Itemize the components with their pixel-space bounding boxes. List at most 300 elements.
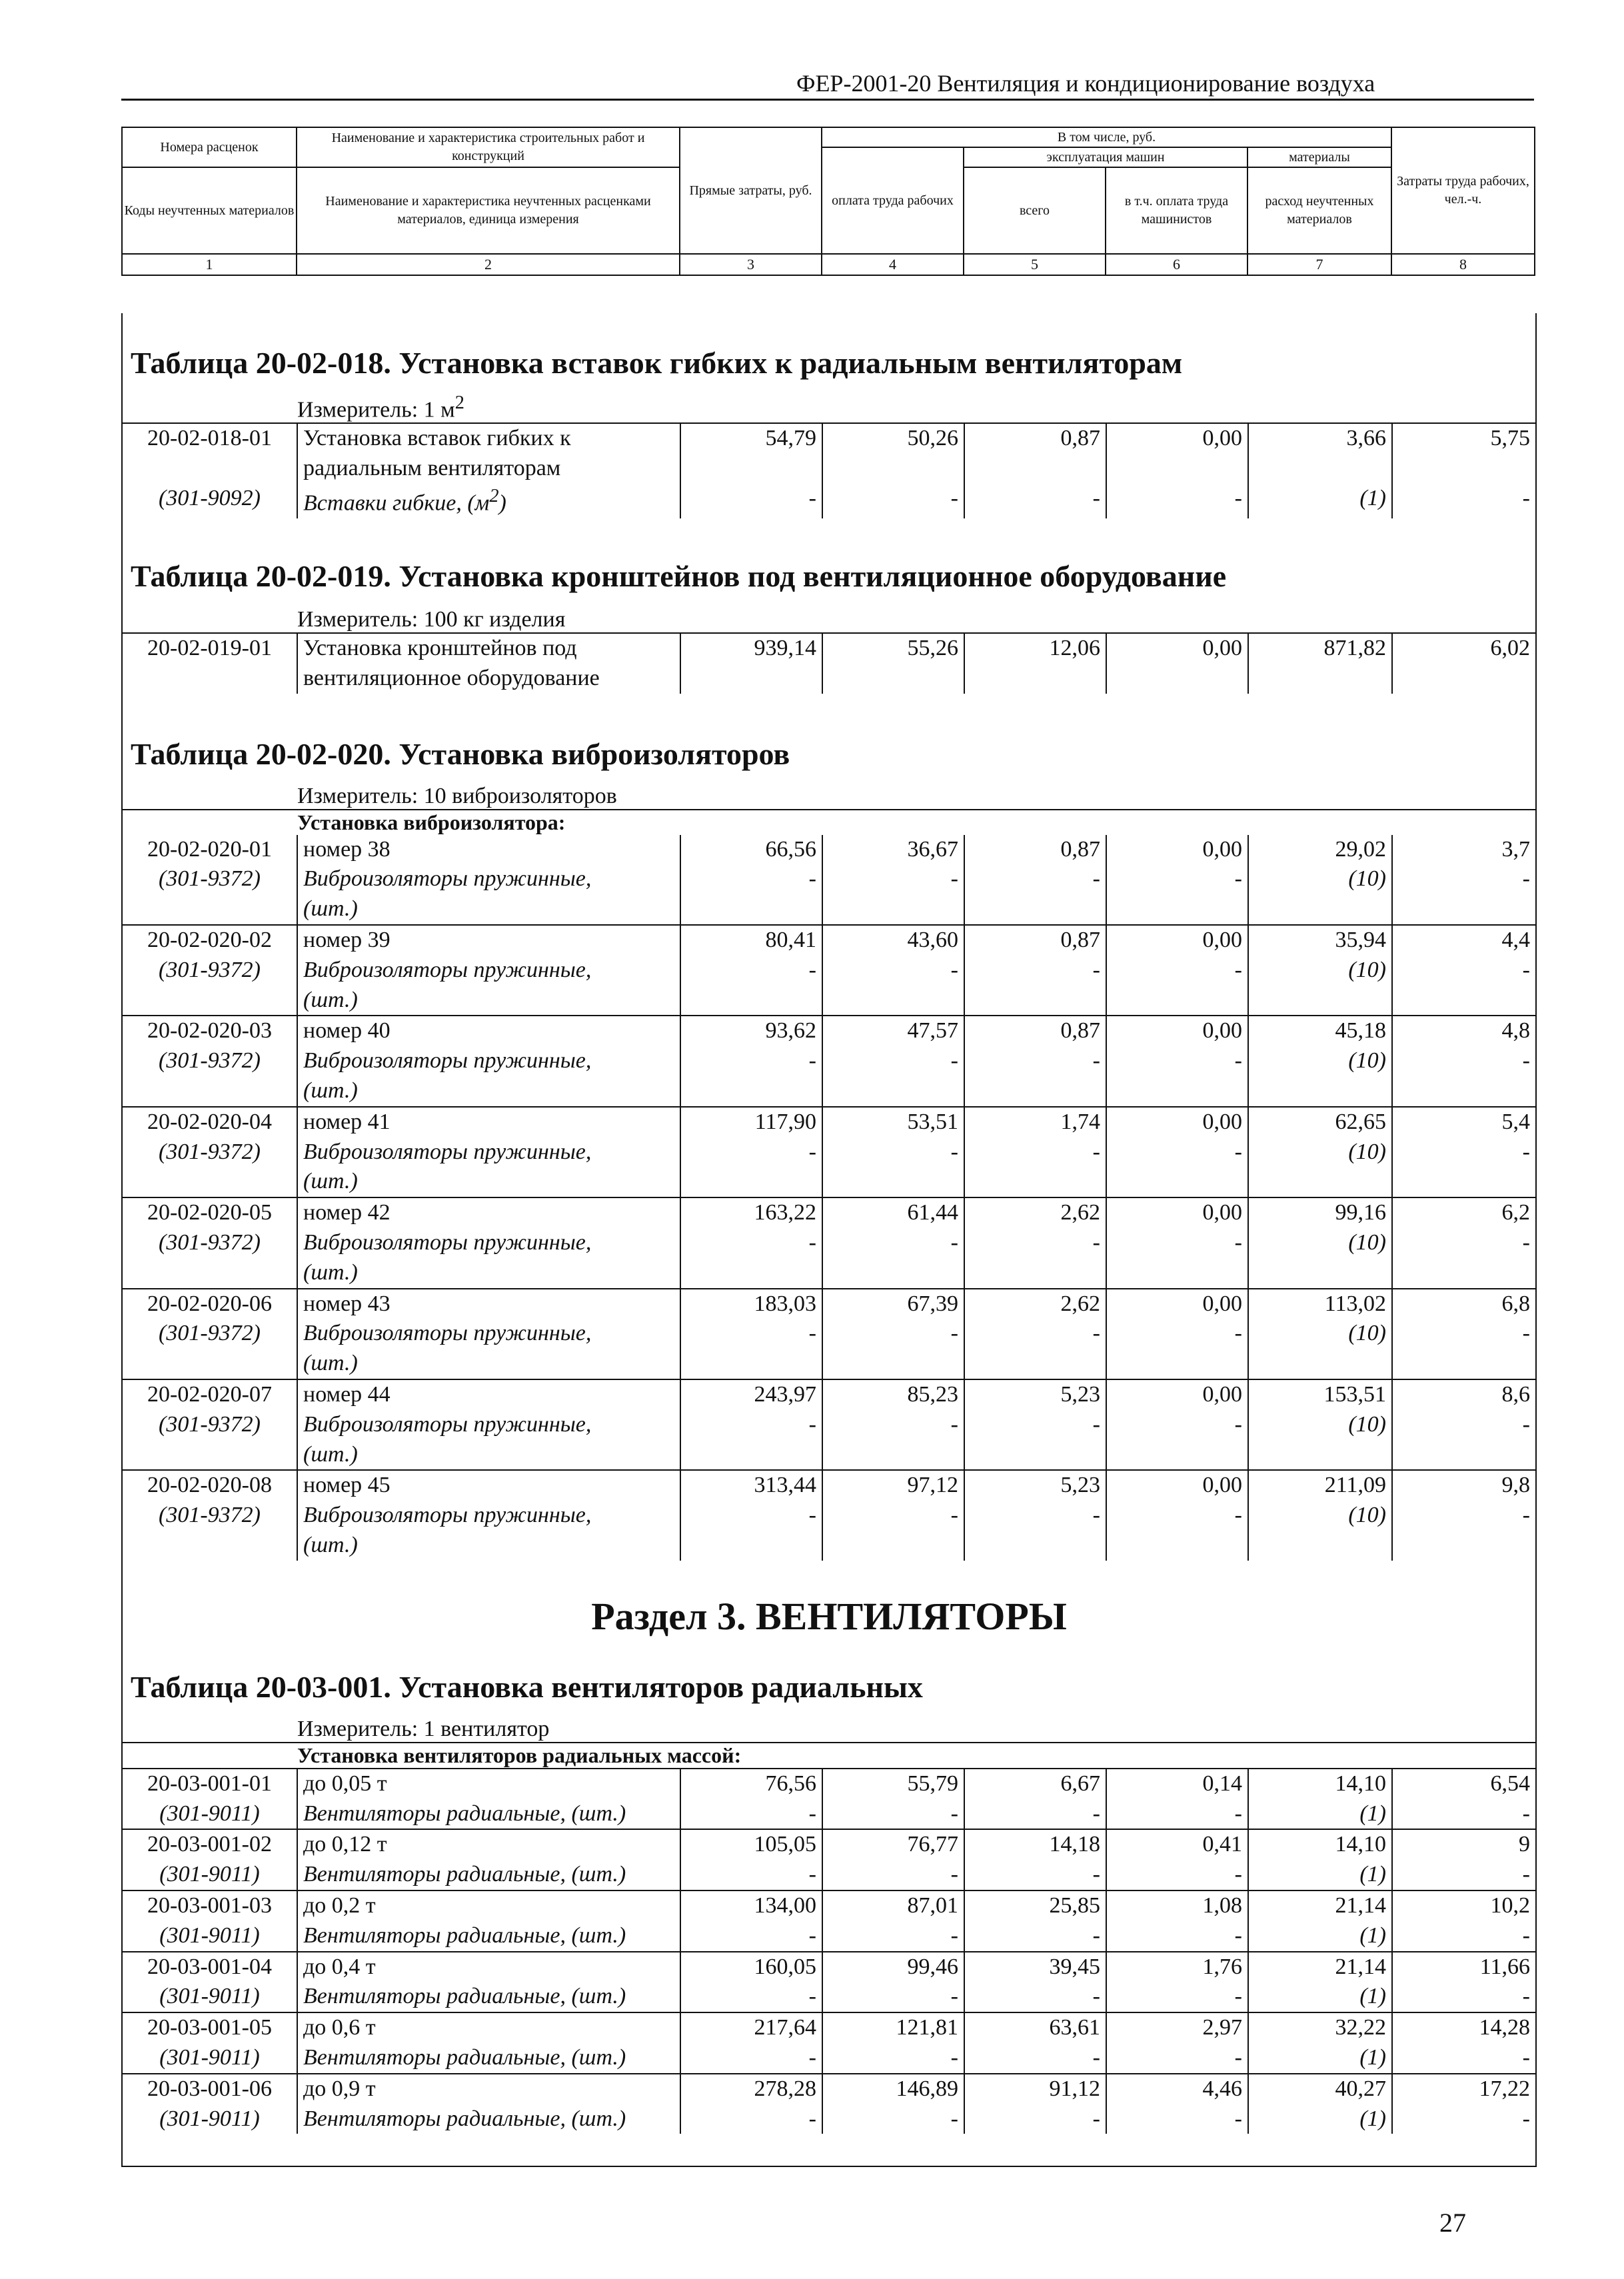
table-title-018: Таблица 20-02-018. Установка вставок гибких к радиальным вентиляторам: [131, 346, 1183, 380]
machines-total: 14,18: [964, 1829, 1106, 1860]
dash: -: [1106, 2104, 1248, 2134]
material-code: (301-9372): [159, 1321, 261, 1346]
table-row: [123, 1921, 1535, 1952]
empty-cell: [1392, 1258, 1535, 1289]
header-name-top: Наименование и характеристика строительных работ и конструкций: [297, 127, 680, 167]
empty-cell: [1248, 1440, 1392, 1471]
dash: -: [822, 1921, 964, 1952]
labor-hours: 17,22: [1392, 2074, 1535, 2104]
dash: -: [964, 2104, 1106, 2134]
labor-pay: 53,51: [822, 1107, 964, 1138]
direct-cost: 217,64: [680, 2012, 822, 2043]
machines-total: 0,87: [964, 423, 1106, 454]
materials-cost: 99,16: [1248, 1197, 1392, 1228]
work-name: Установка кронштейнов под: [297, 633, 680, 664]
material-name: Виброизоляторы пружинные,: [297, 1501, 680, 1531]
machines-total: 2,62: [964, 1289, 1106, 1319]
header-mat-codes: Коды неучтенных материалов: [122, 167, 297, 254]
header-machines-total: всего: [964, 167, 1106, 254]
dash: -: [1392, 1982, 1535, 2012]
table-row: [123, 894, 1535, 925]
machines-labor: 0,00: [1106, 633, 1248, 664]
table-row: [123, 1016, 1535, 1046]
labor-hours: 3,7: [1392, 835, 1535, 865]
dash: -: [680, 1228, 822, 1258]
empty-cell: [123, 1258, 297, 1289]
material-qty: (10): [1248, 1501, 1392, 1531]
work-name: до 0,6 т: [297, 2012, 680, 2043]
table-row: [123, 1379, 1535, 1410]
materials-cost: 14,10: [1248, 1829, 1392, 1860]
dash: -: [822, 1799, 964, 1830]
materials-cost: 45,18: [1248, 1016, 1392, 1046]
empty-cell: [964, 1076, 1106, 1107]
materials-cost: 29,02: [1248, 835, 1392, 865]
labor-pay: 47,57: [822, 1016, 964, 1046]
labor-pay: 50,26: [822, 423, 964, 454]
material-name: Вставки гибкие, $(м^2)$: [297, 484, 680, 518]
labor-pay: 55,79: [822, 1769, 964, 1799]
document-body: [121, 313, 1537, 2167]
material-qty: (1): [1248, 484, 1392, 518]
work-name: номер 40: [297, 1016, 680, 1046]
empty-cell: [123, 1167, 297, 1197]
table-row: [123, 1349, 1535, 1379]
machines-total: 2,62: [964, 1197, 1106, 1228]
labor-pay: 36,67: [822, 835, 964, 865]
dash: -: [680, 1046, 822, 1076]
dash: -: [822, 956, 964, 986]
dash: -: [964, 1046, 1106, 1076]
machines-labor: 0,00: [1106, 1379, 1248, 1410]
table-row: [123, 2012, 1535, 2043]
table-title-301: Таблица 20-03-001. Установка вентиляторов радиальных: [131, 1669, 923, 1704]
direct-cost: 105,05: [680, 1829, 822, 1860]
empty-cell: [822, 1531, 964, 1561]
labor-pay: 55,26: [822, 633, 964, 664]
direct-cost: 313,44: [680, 1470, 822, 1501]
unit-301: Измеритель: 1 вентилятор: [297, 1716, 550, 1741]
header-materials-sub: расход неучтенных материалов: [1247, 167, 1391, 254]
empty-cell: [1248, 1076, 1392, 1107]
material-code: (301-9011): [159, 1922, 260, 1948]
table-row: [123, 1891, 1535, 1921]
empty-cell: [822, 894, 964, 925]
machines-total: 12,06: [964, 633, 1106, 664]
materials-cost: 21,14: [1248, 1891, 1392, 1921]
materials-cost: 40,27: [1248, 2074, 1392, 2104]
material-name: Виброизоляторы пружинные,: [297, 1410, 680, 1440]
table-row: [123, 1769, 1535, 1799]
machines-total: 5,23: [964, 1470, 1106, 1501]
empty-cell: [1106, 1258, 1248, 1289]
dash: -: [822, 1228, 964, 1258]
table-row: [123, 1258, 1535, 1289]
dash: -: [1106, 1921, 1248, 1952]
table-row: [123, 835, 1535, 865]
dash: -: [680, 1799, 822, 1830]
dash: -: [680, 1319, 822, 1349]
table-row: [123, 1799, 1535, 1830]
direct-cost: 76,56: [680, 1769, 822, 1799]
work-name: номер 42: [297, 1197, 680, 1228]
material-code: (301-9092): [159, 485, 261, 510]
dash: -: [1106, 1982, 1248, 2012]
materials-cost: 153,51: [1248, 1379, 1392, 1410]
dash: -: [964, 1982, 1106, 2012]
dash: -: [1392, 1138, 1535, 1167]
machines-total: 1,74: [964, 1107, 1106, 1138]
material-code: (301-9372): [159, 957, 261, 982]
col-number: 1: [122, 254, 297, 275]
direct-cost: 939,14: [680, 633, 822, 664]
rate-code: 20-02-020-03: [123, 1016, 297, 1046]
table-row: [123, 423, 1535, 454]
dash: -: [822, 1501, 964, 1531]
labor-pay: 61,44: [822, 1197, 964, 1228]
work-name: до 0,12 т: [297, 1829, 680, 1860]
material-code: (301-9011): [159, 1984, 260, 2009]
table-row: [123, 986, 1535, 1016]
dash: -: [1392, 956, 1535, 986]
rate-code: 20-03-001-05: [123, 2012, 297, 2043]
material-code: (301-9372): [159, 1139, 261, 1164]
work-name: номер 38: [297, 835, 680, 865]
table-row: [123, 2104, 1535, 2134]
labor-pay: 43,60: [822, 925, 964, 956]
table-row: [123, 1952, 1535, 1982]
empty-cell: [123, 986, 297, 1016]
dash: -: [822, 864, 964, 894]
machines-total: 91,12: [964, 2074, 1106, 2104]
rate-code: 20-02-019-01: [123, 633, 297, 664]
dash: -: [964, 1410, 1106, 1440]
column-header-table: [121, 127, 1535, 276]
table-row: [123, 484, 1535, 518]
material-qty: (1): [1248, 1982, 1392, 2012]
material-qty: (1): [1248, 1860, 1392, 1891]
work-name: номер 41: [297, 1107, 680, 1138]
header-materials: материалы: [1247, 147, 1391, 167]
rate-code: 20-02-020-06: [123, 1289, 297, 1319]
dash: -: [1392, 1228, 1535, 1258]
table-row: [123, 1982, 1535, 2012]
dash: -: [822, 1982, 964, 2012]
material-unit: (шт.): [297, 1167, 680, 1197]
rate-code: 20-02-020-08: [123, 1470, 297, 1501]
col-number: 4: [822, 254, 964, 275]
table-row: [123, 1076, 1535, 1107]
work-name: номер 43: [297, 1289, 680, 1319]
labor-pay: 85,23: [822, 1379, 964, 1410]
empty-cell: [1106, 986, 1248, 1016]
header-machines: эксплуатация машин: [964, 147, 1247, 167]
material-name: Вентиляторы радиальные, (шт.): [297, 1921, 680, 1952]
rate-code: 20-02-020-04: [123, 1107, 297, 1138]
material-qty: (10): [1248, 1319, 1392, 1349]
empty-cell: [1392, 1440, 1535, 1471]
subhead-020: Установка виброизолятора:: [123, 809, 1535, 835]
empty-cell: [1392, 1349, 1535, 1379]
header-labor-pay: оплата труда рабочих: [822, 147, 964, 254]
empty-cell: [822, 1349, 964, 1379]
empty-cell: [1106, 1167, 1248, 1197]
material-name: Виброизоляторы пружинные,: [297, 1046, 680, 1076]
machines-total: 0,87: [964, 1016, 1106, 1046]
table-row: [123, 2043, 1535, 2074]
materials-cost: 62,65: [1248, 1107, 1392, 1138]
empty-cell: [123, 1349, 297, 1379]
machines-labor: 0,14: [1106, 1769, 1248, 1799]
machines-labor: 0,00: [1106, 423, 1248, 454]
dash: -: [964, 1799, 1106, 1830]
empty-cell: [964, 986, 1106, 1016]
material-qty: (1): [1248, 1799, 1392, 1830]
machines-total: 25,85: [964, 1891, 1106, 1921]
material-unit: (шт.): [297, 1349, 680, 1379]
labor-pay: 76,77: [822, 1829, 964, 1860]
work-name: до 0,2 т: [297, 1891, 680, 1921]
labor-hours: 5,4: [1392, 1107, 1535, 1138]
col-number: 5: [964, 254, 1106, 275]
header-incl: В том числе, руб.: [822, 127, 1391, 147]
machines-total: 6,67: [964, 1769, 1106, 1799]
labor-hours: 6,54: [1392, 1769, 1535, 1799]
dash: -: [680, 1410, 822, 1440]
table-row: [123, 1470, 1535, 1501]
empty-cell: [964, 1349, 1106, 1379]
material-code: (301-9372): [159, 1411, 261, 1437]
dash: -: [1106, 864, 1248, 894]
dash: -: [680, 1982, 822, 2012]
material-name: Виброизоляторы пружинные,: [297, 1138, 680, 1167]
empty-cell: [964, 1440, 1106, 1471]
dash: -: [1106, 1860, 1248, 1891]
rate-code: 20-03-001-02: [123, 1829, 297, 1860]
unit-019: Измеритель: 100 кг изделия: [297, 607, 566, 632]
work-name: номер 39: [297, 925, 680, 956]
dash: -: [1106, 1319, 1248, 1349]
material-name: Вентиляторы радиальные, (шт.): [297, 1799, 680, 1830]
table-row: [123, 664, 1535, 694]
direct-cost: 160,05: [680, 1952, 822, 1982]
material-unit: (шт.): [297, 894, 680, 925]
dash: -: [1106, 1501, 1248, 1531]
empty-cell: [964, 1167, 1106, 1197]
material-unit: (шт.): [297, 986, 680, 1016]
empty-cell: [822, 1258, 964, 1289]
dash: -: [1106, 1799, 1248, 1830]
dash: -: [680, 2104, 822, 2134]
material-unit: (шт.): [297, 1440, 680, 1471]
labor-pay: 121,81: [822, 2012, 964, 2043]
labor-hours: 9,8: [1392, 1470, 1535, 1501]
empty-cell: [822, 1167, 964, 1197]
labor-hours: 8,6: [1392, 1379, 1535, 1410]
empty-cell: [964, 1258, 1106, 1289]
direct-cost: 66,56: [680, 835, 822, 865]
material-qty: (10): [1248, 1046, 1392, 1076]
rate-code: 20-03-001-04: [123, 1952, 297, 1982]
material-name: Вентиляторы радиальные, (шт.): [297, 1860, 680, 1891]
subhead-301: Установка вентиляторов радиальных массой:: [123, 1742, 1535, 1768]
dash: -: [1106, 484, 1248, 518]
work-name: номер 44: [297, 1379, 680, 1410]
empty-cell: [123, 1531, 297, 1561]
dash: -: [964, 2043, 1106, 2074]
material-name: Виброизоляторы пружинные,: [297, 956, 680, 986]
material-qty: (1): [1248, 2043, 1392, 2074]
empty-cell: [964, 1531, 1106, 1561]
machines-total: 39,45: [964, 1952, 1106, 1982]
direct-cost: 163,22: [680, 1197, 822, 1228]
empty-cell: [680, 1167, 822, 1197]
dash: -: [1392, 484, 1535, 518]
materials-cost: 32,22: [1248, 2012, 1392, 2043]
col-number: 2: [297, 254, 680, 275]
table-row: [123, 925, 1535, 956]
dash: -: [822, 1046, 964, 1076]
material-unit: (шт.): [297, 1531, 680, 1561]
table-row: [123, 454, 1535, 484]
materials-cost: 3,66: [1248, 423, 1392, 454]
labor-pay: 146,89: [822, 2074, 964, 2104]
work-name: номер 45: [297, 1470, 680, 1501]
work-name: до 0,4 т: [297, 1952, 680, 1982]
machines-total: 63,61: [964, 2012, 1106, 2043]
labor-hours: 14,28: [1392, 2012, 1535, 2043]
table-row: [123, 1410, 1535, 1440]
material-name: Виброизоляторы пружинные,: [297, 1228, 680, 1258]
header-direct-costs: Прямые затраты, руб.: [680, 127, 822, 254]
dash: -: [1106, 1138, 1248, 1167]
dash: -: [1392, 1860, 1535, 1891]
machines-labor: 0,00: [1106, 1016, 1248, 1046]
machines-labor: 0,00: [1106, 925, 1248, 956]
dash: -: [964, 956, 1106, 986]
materials-cost: 14,10: [1248, 1769, 1392, 1799]
work-name-cont: вентиляционное оборудование: [297, 664, 680, 694]
empty-cell: [1106, 894, 1248, 925]
empty-cell: [1392, 1167, 1535, 1197]
col-number: 3: [680, 254, 822, 275]
table-019: [123, 632, 1535, 694]
empty-cell: [123, 1440, 297, 1471]
labor-hours: 4,8: [1392, 1016, 1535, 1046]
table-title-019: Таблица 20-02-019. Установка кронштейнов под вентиляционное оборудование: [131, 559, 1227, 594]
materials-cost: 113,02: [1248, 1289, 1392, 1319]
dash: -: [1392, 1046, 1535, 1076]
direct-cost: 183,03: [680, 1289, 822, 1319]
material-name: Виброизоляторы пружинные,: [297, 864, 680, 894]
direct-cost: 117,90: [680, 1107, 822, 1138]
direct-cost: 134,00: [680, 1891, 822, 1921]
dash: -: [1392, 1319, 1535, 1349]
dash: -: [964, 1138, 1106, 1167]
labor-pay: 87,01: [822, 1891, 964, 1921]
dash: -: [1106, 1046, 1248, 1076]
header-mat-names: Наименование и характеристика неучтенных расценками материалов, единица измерения: [297, 167, 680, 254]
dash: -: [680, 1860, 822, 1891]
dash: -: [1392, 864, 1535, 894]
page-number: 27: [1439, 2208, 1466, 2238]
col-number: 8: [1391, 254, 1535, 275]
dash: -: [822, 2043, 964, 2074]
dash: -: [964, 1228, 1106, 1258]
table-row: [123, 1289, 1535, 1319]
material-unit: (шт.): [297, 1076, 680, 1107]
header-codes-top: Номера расценок: [122, 127, 297, 167]
dash: -: [1106, 1410, 1248, 1440]
empty-cell: [1248, 1167, 1392, 1197]
dash: -: [964, 1921, 1106, 1952]
machines-labor: 0,00: [1106, 835, 1248, 865]
material-code: (301-9011): [159, 1801, 260, 1826]
direct-cost: 243,97: [680, 1379, 822, 1410]
empty-cell: [1106, 1349, 1248, 1379]
material-name: Вентиляторы радиальные, (шт.): [297, 2104, 680, 2134]
materials-cost: 35,94: [1248, 925, 1392, 956]
dash: -: [1392, 1921, 1535, 1952]
labor-hours: 11,66: [1392, 1952, 1535, 1982]
empty-cell: [123, 1076, 297, 1107]
dash: -: [1392, 1410, 1535, 1440]
material-code: (301-9372): [159, 1048, 261, 1074]
work-name-cont: радиальным вентиляторам: [297, 454, 680, 484]
empty-cell: [123, 894, 297, 925]
table-row: [123, 1531, 1535, 1561]
empty-cell: [1106, 1531, 1248, 1561]
dash: -: [964, 864, 1106, 894]
unit-020: Измеритель: 10 виброизоляторов: [297, 783, 617, 808]
work-name: до 0,05 т: [297, 1769, 680, 1799]
labor-hours: 10,2: [1392, 1891, 1535, 1921]
empty-cell: [964, 894, 1106, 925]
empty-cell: [1392, 986, 1535, 1016]
rate-code: 20-02-020-02: [123, 925, 297, 956]
table-020: [123, 835, 1535, 1561]
material-qty: (10): [1248, 864, 1392, 894]
rate-code: 20-02-020-07: [123, 1379, 297, 1410]
empty-cell: [680, 1349, 822, 1379]
rate-code: 20-03-001-01: [123, 1769, 297, 1799]
material-qty: (10): [1248, 956, 1392, 986]
machines-labor: 0,00: [1106, 1107, 1248, 1138]
empty-cell: [1248, 1349, 1392, 1379]
direct-cost: 93,62: [680, 1016, 822, 1046]
dash: -: [822, 2104, 964, 2134]
dash: -: [680, 864, 822, 894]
material-code: (301-9011): [159, 1862, 260, 1887]
empty-cell: [680, 986, 822, 1016]
table-row: [123, 1501, 1535, 1531]
machines-total: 0,87: [964, 925, 1106, 956]
empty-cell: [1392, 1531, 1535, 1561]
empty-cell: [680, 1440, 822, 1471]
material-unit: (шт.): [297, 1258, 680, 1289]
empty-cell: [1248, 1531, 1392, 1561]
table-row: [123, 1860, 1535, 1891]
dash: -: [964, 1319, 1106, 1349]
table-row: [123, 1440, 1535, 1471]
machines-labor: 1,76: [1106, 1952, 1248, 1982]
material-name: Вентиляторы радиальные, (шт.): [297, 2043, 680, 2074]
material-name: Вентиляторы радиальные, (шт.): [297, 1982, 680, 2012]
col-number: 7: [1247, 254, 1391, 275]
dash: -: [822, 1138, 964, 1167]
dash: -: [680, 2043, 822, 2074]
materials-cost: 871,82: [1248, 633, 1392, 664]
